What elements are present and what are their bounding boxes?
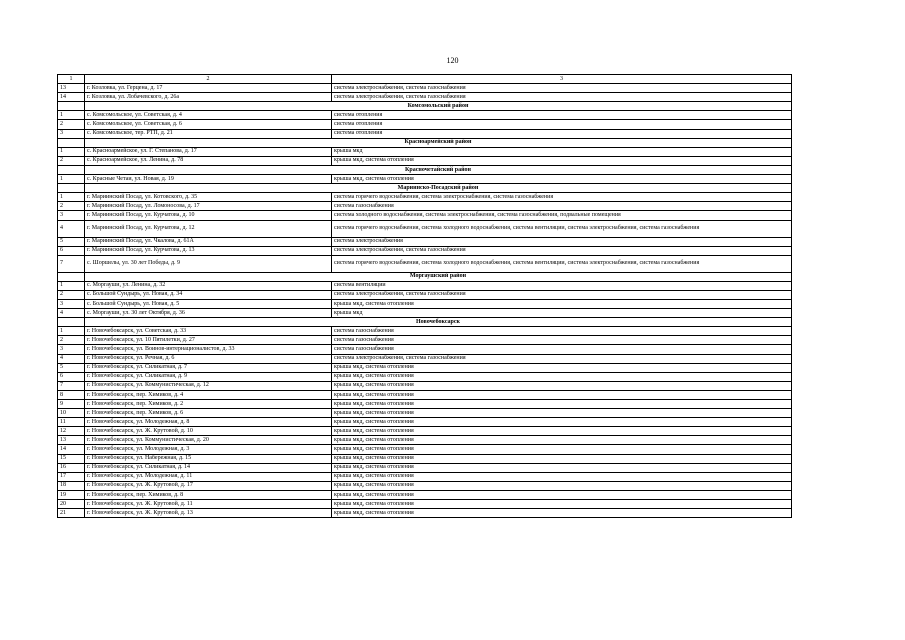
row-number-cell: 4 (58, 220, 85, 237)
address-cell: г. Новочебоксарск, ул. Набережная, д. 15 (85, 454, 332, 463)
table-row (58, 193, 792, 202)
row-number-cell: 2 (58, 156, 85, 165)
table-row (58, 445, 792, 454)
table-row (58, 400, 792, 409)
address-cell: г. Новочебоксарск, ул. Ж. Крутовой, д. 13 (85, 509, 332, 518)
table-row (58, 390, 792, 399)
systems-cell: система электроснабжения, система газоснабжения (332, 354, 792, 363)
address-cell: с. Красноармейское, ул. Ленина, д. 78 (85, 156, 332, 165)
row-number-cell: 4 (58, 354, 85, 363)
row-number-cell: 3 (58, 345, 85, 354)
address-cell: г. Козловка, ул. Лобачевского, д. 26а (85, 93, 332, 102)
section-spacer-cell (58, 102, 85, 111)
systems-cell: система отопления (332, 129, 792, 138)
row-number-cell: 17 (58, 472, 85, 481)
section-title: Комсомольский район (85, 102, 792, 111)
row-number-cell: 2 (58, 202, 85, 211)
systems-cell: система холодного водоснабжения, система электроснабжения, система газоснабжения, подвальные помещения (332, 211, 792, 220)
table-row (58, 147, 792, 156)
address-cell: с. Комсомольское, тер. РТП, д. 21 (85, 129, 332, 138)
address-cell: г. Новочебоксарск, ул. Речная, д. 6 (85, 354, 332, 363)
table-row (58, 472, 792, 481)
table-body (58, 75, 792, 518)
table-row (58, 454, 792, 463)
table-row (58, 220, 792, 237)
housing-systems-table (57, 74, 792, 518)
table-row (58, 299, 792, 308)
row-number-cell: 14 (58, 93, 85, 102)
systems-cell: крыша мкд, система отопления (332, 418, 792, 427)
address-cell: г. Новочебоксарск, ул. Ж. Крутовой, д. 17 (85, 481, 332, 490)
row-number-cell: 9 (58, 400, 85, 409)
systems-cell: крыша мкд, система отопления (332, 445, 792, 454)
table-row (58, 93, 792, 102)
table-row (58, 509, 792, 518)
address-cell: г. Новочебоксарск, ул. Силикатная, д. 7 (85, 363, 332, 372)
page-number: 120 (446, 56, 459, 65)
address-cell: с. Шоршелы, ул. 30 лет Победы, д. 9 (85, 255, 332, 272)
systems-cell: система газоснабжения (332, 202, 792, 211)
table-row (58, 463, 792, 472)
row-number-cell: 2 (58, 120, 85, 129)
systems-cell: крыша мкд, система отопления (332, 472, 792, 481)
systems-cell: крыша мкд, система отопления (332, 175, 792, 184)
row-number-cell: 7 (58, 255, 85, 272)
row-number-cell: 19 (58, 490, 85, 499)
table-row (58, 120, 792, 129)
address-cell: г. Новочебоксарск, пер. Химиков, д. 4 (85, 390, 332, 399)
table-row (58, 418, 792, 427)
systems-cell: крыша мкд, система отопления (332, 500, 792, 509)
section-row (58, 272, 792, 281)
systems-cell: крыша мкд, система отопления (332, 400, 792, 409)
section-title: Моргаушский район (85, 272, 792, 281)
header-col-2: 2 (85, 75, 332, 84)
systems-cell: крыша мкд, система отопления (332, 156, 792, 165)
table-row (58, 129, 792, 138)
table-row (58, 481, 792, 490)
table-row (58, 211, 792, 220)
row-number-cell: 4 (58, 309, 85, 318)
header-col-3: 3 (332, 75, 792, 84)
row-number-cell: 2 (58, 336, 85, 345)
systems-cell: система электроснабжения, система газоснабжения (332, 290, 792, 299)
systems-cell: крыша мкд, система отопления (332, 390, 792, 399)
section-row (58, 165, 792, 174)
row-number-cell: 1 (58, 147, 85, 156)
table-row (58, 354, 792, 363)
address-cell: г. Новочебоксарск, пер. Химиков, д. 2 (85, 400, 332, 409)
row-number-cell: 1 (58, 175, 85, 184)
systems-cell: крыша мкд, система отопления (332, 299, 792, 308)
row-number-cell: 13 (58, 436, 85, 445)
table-row (58, 327, 792, 336)
section-spacer-cell (58, 165, 85, 174)
table-row (58, 381, 792, 390)
row-number-cell: 14 (58, 445, 85, 454)
address-cell: г. Мариинский Посад, ул. Чкалова, д. 61А (85, 237, 332, 246)
table-row (58, 202, 792, 211)
table-row (58, 111, 792, 120)
section-title: Красноармейский район (85, 138, 792, 147)
address-cell: г. Новочебоксарск, ул. Силикатная, д. 14 (85, 463, 332, 472)
address-cell: с. Комсомольское, ул. Советская, д. 6 (85, 120, 332, 129)
address-cell: г. Новочебоксарск, ул. Коммунистическая, д. 20 (85, 436, 332, 445)
row-number-cell: 3 (58, 129, 85, 138)
address-cell: г. Козловка, ул. Герцена, д. 17 (85, 84, 332, 93)
systems-cell: система отопления (332, 120, 792, 129)
table-row (58, 290, 792, 299)
address-cell: г. Новочебоксарск, пер. Химиков, д. 8 (85, 490, 332, 499)
address-cell: с. Большой Сундырь, ул. Новая, д. 5 (85, 299, 332, 308)
table-row (58, 427, 792, 436)
address-cell: г. Новочебоксарск, ул. Ж. Крутовой, д. 10 (85, 427, 332, 436)
systems-cell: крыша мкд, система отопления (332, 481, 792, 490)
systems-cell: крыша мкд, система отопления (332, 509, 792, 518)
section-spacer-cell (58, 138, 85, 147)
section-row (58, 318, 792, 327)
systems-cell: крыша мкд, система отопления (332, 372, 792, 381)
table-row (58, 175, 792, 184)
row-number-cell: 11 (58, 418, 85, 427)
systems-cell: крыша мкд, система отопления (332, 381, 792, 390)
systems-cell: крыша мкд, система отопления (332, 490, 792, 499)
row-number-cell: 10 (58, 409, 85, 418)
address-cell: г. Новочебоксарск, ул. Силикатная, д. 9 (85, 372, 332, 381)
address-cell: с. Большой Сундырь, ул. Новая, д. 34 (85, 290, 332, 299)
row-number-cell: 3 (58, 299, 85, 308)
section-title: Мариинско-Посадский район (85, 184, 792, 193)
table-row (58, 372, 792, 381)
systems-cell: крыша мкд (332, 147, 792, 156)
systems-cell: крыша мкд, система отопления (332, 463, 792, 472)
section-spacer-cell (58, 272, 85, 281)
row-number-cell: 16 (58, 463, 85, 472)
address-cell: с. Красные Четаи, ул. Новая, д. 19 (85, 175, 332, 184)
table-row (58, 281, 792, 290)
row-number-cell: 15 (58, 454, 85, 463)
table-row (58, 255, 792, 272)
systems-cell: система электроснабжения, система газоснабжения (332, 246, 792, 255)
address-cell: г. Новочебоксарск, ул. Коммунистическая, д. 12 (85, 381, 332, 390)
row-number-cell: 6 (58, 372, 85, 381)
address-cell: с. Красноармейское, ул. Г. Степанова, д. 17 (85, 147, 332, 156)
address-cell: г. Мариинский Посад, ул. Курчатова, д. 12 (85, 220, 332, 237)
systems-cell: система вентиляции (332, 281, 792, 290)
address-cell: г. Мариинский Посад, ул. Котовского, д. 35 (85, 193, 332, 202)
section-row (58, 138, 792, 147)
section-spacer-cell (58, 184, 85, 193)
row-number-cell: 5 (58, 237, 85, 246)
systems-cell: система газоснабжения (332, 327, 792, 336)
section-title: Красночетайский район (85, 165, 792, 174)
row-number-cell: 1 (58, 193, 85, 202)
table-row (58, 490, 792, 499)
table-row (58, 336, 792, 345)
address-cell: г. Новочебоксарск, ул. Советская, д. 33 (85, 327, 332, 336)
systems-cell: система горячего водоснабжения, система холодного водоснабжения, система вентиляции, система электроснабжения, система газоснабжения (332, 220, 792, 237)
section-row (58, 184, 792, 193)
section-title: Новочебоксарск (85, 318, 792, 327)
row-number-cell: 6 (58, 246, 85, 255)
row-number-cell: 13 (58, 84, 85, 93)
table-row (58, 345, 792, 354)
row-number-cell: 3 (58, 211, 85, 220)
address-cell: г. Мариинский Посад, ул. Ломоносова, д. 17 (85, 202, 332, 211)
address-cell: с. Комсомольское, ул. Советская, д. 4 (85, 111, 332, 120)
table-row (58, 309, 792, 318)
systems-cell: крыша мкд, система отопления (332, 363, 792, 372)
address-cell: г. Новочебоксарск, ул. Молодежная, д. 11 (85, 472, 332, 481)
table-row (58, 156, 792, 165)
section-row (58, 102, 792, 111)
address-cell: с. Моргауши, ул. Ленина, д. 32 (85, 281, 332, 290)
systems-cell: система газоснабжения (332, 336, 792, 345)
address-cell: г. Новочебоксарск, ул. Молодежная, д. 8 (85, 418, 332, 427)
section-spacer-cell (58, 318, 85, 327)
address-cell: г. Новочебоксарск, ул. Молодежная, д. 3 (85, 445, 332, 454)
row-number-cell: 1 (58, 111, 85, 120)
row-number-cell: 7 (58, 381, 85, 390)
table-row (58, 84, 792, 93)
systems-cell: крыша мкд, система отопления (332, 454, 792, 463)
row-number-cell: 20 (58, 500, 85, 509)
row-number-cell: 18 (58, 481, 85, 490)
systems-cell: система электроснабжения, система газоснабжения (332, 93, 792, 102)
systems-cell: система горячего водоснабжения, система холодного водоснабжения, система вентиляции, система электроснабжения, система газоснабжения (332, 255, 792, 272)
table-row (58, 237, 792, 246)
table-row (58, 246, 792, 255)
systems-cell: крыша мкд, система отопления (332, 409, 792, 418)
table-row (58, 409, 792, 418)
address-cell: г. Новочебоксарск, ул. Ж. Крутовой, д. 11 (85, 500, 332, 509)
systems-cell: крыша мкд, система отопления (332, 427, 792, 436)
row-number-cell: 2 (58, 290, 85, 299)
address-cell: с. Моргауши, ул. 30 лет Октября, д. 36 (85, 309, 332, 318)
row-number-cell: 12 (58, 427, 85, 436)
row-number-cell: 1 (58, 327, 85, 336)
address-cell: г. Новочебоксарск, ул. 10 Пятилетки, д. 27 (85, 336, 332, 345)
address-cell: г. Новочебоксарск, ул. Воинов-интернационалистов, д. 33 (85, 345, 332, 354)
table-row (58, 436, 792, 445)
systems-cell: система электроснабжения, система газоснабжения (332, 84, 792, 93)
systems-cell: система электроснабжения (332, 237, 792, 246)
address-cell: г. Новочебоксарск, пер. Химиков, д. 6 (85, 409, 332, 418)
systems-cell: крыша мкд, система отопления (332, 436, 792, 445)
table-row (58, 500, 792, 509)
systems-cell: крыша мкд (332, 309, 792, 318)
row-number-cell: 1 (58, 281, 85, 290)
row-number-cell: 5 (58, 363, 85, 372)
row-number-cell: 8 (58, 390, 85, 399)
table-row (58, 363, 792, 372)
row-number-cell: 21 (58, 509, 85, 518)
header-col-1: 1 (58, 75, 85, 84)
systems-cell: система горячего водоснабжения, система электроснабжения, система газоснабжения (332, 193, 792, 202)
address-cell: г. Мариинский Посад, ул. Курчатова, д. 10 (85, 211, 332, 220)
systems-cell: система газоснабжения (332, 345, 792, 354)
systems-cell: система отопления (332, 111, 792, 120)
address-cell: г. Мариинский Посад, ул. Курчатова, д. 13 (85, 246, 332, 255)
table-header-row (58, 75, 792, 84)
